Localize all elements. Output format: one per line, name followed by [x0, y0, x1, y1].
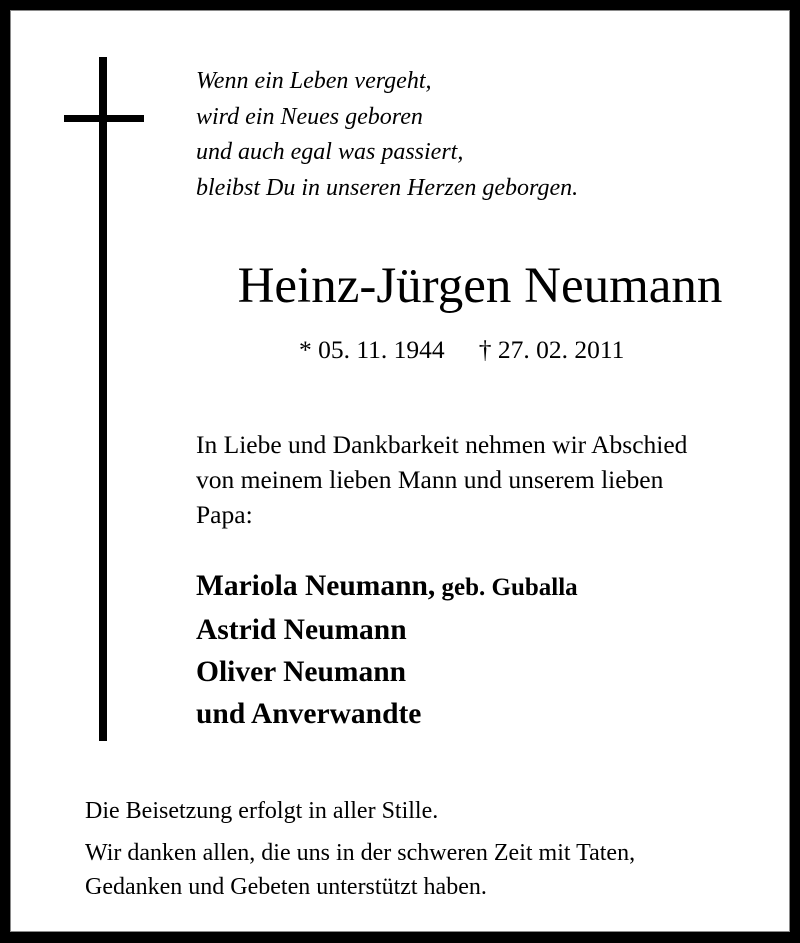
thanks-text	[85, 836, 635, 904]
mourner-entry	[196, 565, 578, 609]
death-date: † 27. 02. 2011	[478, 335, 625, 364]
burial-note: Die Beisetzung erfolgt in aller Stille.	[85, 798, 439, 824]
poem-line: und auch egal was passiert,	[196, 139, 464, 165]
mourner-entry	[196, 693, 578, 735]
mourner-name: Astrid Neumann	[196, 614, 407, 646]
obituary-notice	[10, 10, 790, 932]
mourner-name: Mariola Neumann,	[196, 570, 436, 602]
deceased-name: Heinz-Jürgen Neumann	[237, 258, 723, 314]
thanks-line: Wir danken allen, die uns in der schweren Zeit mit Taten,	[85, 840, 636, 866]
farewell-line: von meinem lieben Mann und unserem lieben	[196, 465, 664, 494]
mourner-entry	[196, 609, 578, 651]
thanks-line: Gedanken und Gebeten unterstützt haben.	[85, 874, 487, 900]
birth-date: * 05. 11. 1944	[299, 335, 445, 364]
farewell-line: In Liebe und Dankbarkeit nehmen wir Abschied	[196, 430, 688, 459]
life-dates	[299, 332, 624, 368]
farewell-line: Papa:	[196, 500, 253, 529]
cross-vertical-bar	[99, 57, 107, 741]
poem-line: Wenn ein Leben vergeht,	[196, 68, 432, 94]
mourner-entry	[196, 651, 578, 693]
poem-line: wird ein Neues geboren	[196, 103, 423, 130]
poem-line: bleibst Du in unseren Herzen geborgen.	[196, 174, 579, 201]
farewell-text	[196, 427, 687, 532]
mourner-name: und Anverwandte	[196, 698, 422, 730]
mourner-name: Oliver Neumann	[196, 656, 407, 688]
mourners-list	[196, 565, 578, 735]
maiden-name: geb. Guballa	[435, 574, 578, 601]
memorial-poem	[196, 64, 578, 206]
cross-horizontal-bar	[64, 115, 144, 122]
